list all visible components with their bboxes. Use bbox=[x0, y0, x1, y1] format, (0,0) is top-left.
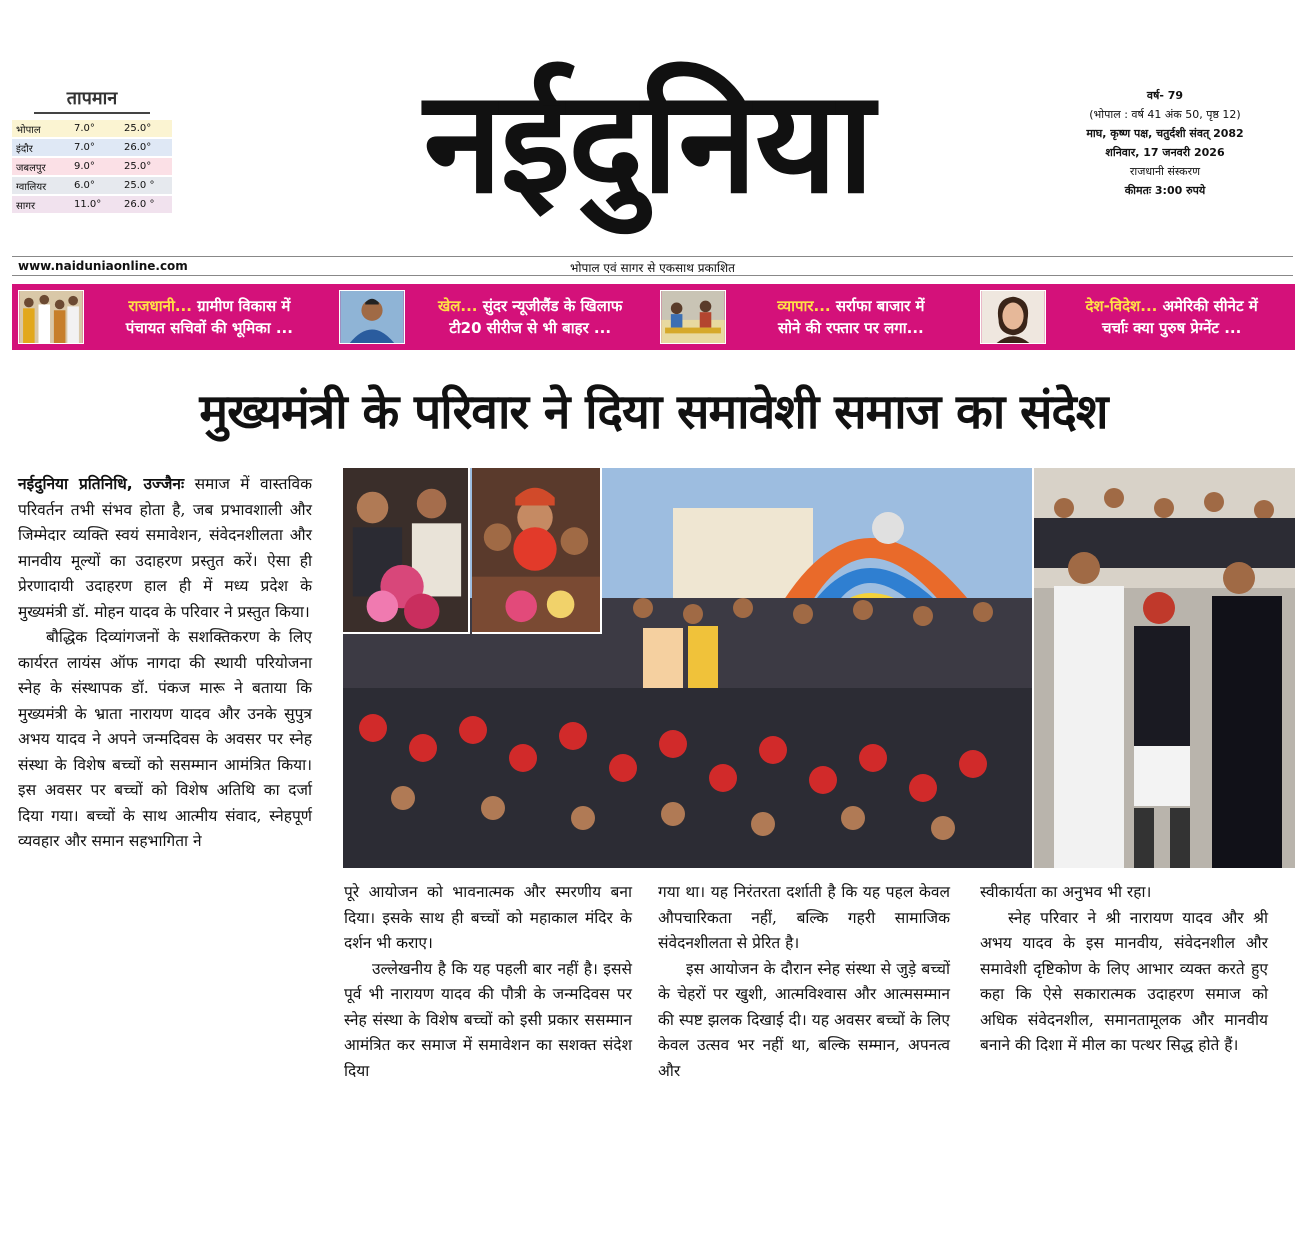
teaser-item[interactable] bbox=[12, 284, 333, 350]
temp-min: 11.0° bbox=[74, 199, 102, 210]
article-paragraph: उल्लेखनीय है कि यह पहली बार नहीं है। इससे पूर्व भी नारायण यादव की पौत्री के जन्मदिवस पर स्नेह संस्था के विशेष बच्चों को इसी प्रकार ससम्मान आमंत्रित कर समाज में समावेशन का सशक्त संदेश दिया bbox=[344, 959, 632, 1080]
photo-walking bbox=[1034, 468, 1295, 868]
teaser-text bbox=[734, 295, 969, 339]
article-paragraph bbox=[18, 472, 312, 625]
temperature-title: तापमान bbox=[34, 86, 150, 114]
teaser-thumbnail bbox=[660, 290, 726, 344]
article-paragraph: पूरे आयोजन को भावनात्मक और स्मरणीय बना दिया। इसके साथ ही बच्चों को महाकाल मंदिर के दर्शन भी कराए। bbox=[344, 883, 632, 952]
temp-max: 25.0° bbox=[124, 123, 152, 134]
article-column-1 bbox=[18, 472, 312, 855]
teaser-keyword: देश-विदेश... bbox=[1085, 297, 1158, 315]
temp-city: सागर bbox=[16, 200, 36, 212]
teaser-text bbox=[1054, 295, 1289, 339]
photo-garland-3 bbox=[343, 468, 470, 634]
website-link[interactable]: www.naiduniaonline.com bbox=[18, 259, 188, 273]
teaser-item[interactable] bbox=[974, 284, 1295, 350]
teaser-item[interactable] bbox=[654, 284, 975, 350]
article-byline: नईदुनिया प्रतिनिधि, उज्जैनः bbox=[18, 475, 185, 493]
temp-city: भोपाल bbox=[16, 124, 41, 136]
teaser-thumbnail bbox=[980, 290, 1046, 344]
temp-city: ग्वालियर bbox=[16, 181, 47, 193]
article-column-2 bbox=[344, 880, 632, 1084]
temperature-row bbox=[12, 196, 172, 213]
article-text: समाज में वास्तविक परिवर्तन तभी संभव होता है, जब प्रभावशाली और जिम्मेदार व्यक्ति स्वयं समावेशन, संवेदनशीलता और मानवीय मूल्यों का उदाहरण प्रस्तुत करें। ऐसा ही प्रेरणादायी उदाहरण हाल ही में मध्य प्रदेश के मुख्यमंत्री डॉ. मोहन यादव के परिवार ने प्रस्तुत किया। bbox=[18, 475, 312, 621]
temp-min: 7.0° bbox=[74, 142, 95, 153]
teaser-thumbnail bbox=[339, 290, 405, 344]
article-paragraph: इस आयोजन के दौरान स्नेह संस्था से जुड़े बच्चों के चेहरों पर खुशी, आत्मविश्वास और आत्मसम्मान की स्पष्ट झलक दिखाई दी। यह अवसर बच्चों के लिए केवल उत्सव भर नहीं था, बल्कि सम्मान, अपनत्व और bbox=[658, 959, 950, 1080]
temp-max: 25.0° bbox=[124, 161, 152, 172]
temp-max: 26.0° bbox=[124, 142, 152, 153]
temp-max: 25.0 ° bbox=[124, 180, 155, 191]
temp-city: जबलपुर bbox=[16, 162, 46, 174]
teaser-line1: अमेरिकी सीनेट में bbox=[1157, 297, 1258, 315]
temperature-box bbox=[12, 86, 172, 215]
edition-hindu-date: माघ, कृष्ण पक्ष, चतुर्दशी संवत् 2082 bbox=[1086, 127, 1244, 140]
teaser-keyword: राजधानी... bbox=[128, 297, 192, 315]
edition-date: शनिवार, 17 जनवरी 2026 bbox=[1105, 146, 1225, 159]
temp-min: 6.0° bbox=[74, 180, 95, 191]
teaser-thumbnail bbox=[18, 290, 84, 344]
newspaper-logo[interactable] bbox=[218, 58, 1078, 248]
article-paragraph: स्वीकार्यता का अनुभव भी रहा। bbox=[980, 883, 1152, 901]
edition-year: वर्ष- 79 bbox=[1146, 89, 1184, 102]
teaser-item[interactable] bbox=[333, 284, 654, 350]
teaser-line2: चर्चाः क्या पुरुष प्रेग्नेंट ... bbox=[1101, 319, 1242, 337]
teaser-text bbox=[413, 295, 648, 339]
temp-min: 7.0° bbox=[74, 123, 95, 134]
article-column-4 bbox=[980, 880, 1268, 1059]
teaser-line2: टी20 सीरीज से भी बाहर ... bbox=[449, 319, 612, 337]
temp-max: 26.0 ° bbox=[124, 199, 155, 210]
article-headline: मुख्यमंत्री के परिवार ने दिया समावेशी समाज का संदेश bbox=[199, 384, 1108, 440]
masthead-strip bbox=[12, 256, 1293, 276]
teaser-line2: पंचायत सचिवों की भूमिका ... bbox=[125, 319, 293, 337]
teaser-line1: सर्राफा बाजार में bbox=[830, 297, 925, 315]
teaser-line2: सोने की रफ्तार पर लगा... bbox=[778, 319, 924, 337]
temperature-row bbox=[12, 139, 172, 156]
temperature-row bbox=[12, 158, 172, 175]
published-from: भोपाल एवं सागर से एकसाथ प्रकाशित bbox=[570, 261, 735, 275]
temp-city: इंदौर bbox=[16, 143, 33, 155]
edition-sub: (भोपाल : वर्ष 41 अंक 50, पृष्ठ 12) bbox=[1089, 108, 1241, 121]
teaser-keyword: व्यापार... bbox=[777, 297, 831, 315]
teaser-text bbox=[92, 295, 327, 339]
teaser-line1: ग्रामीण विकास में bbox=[191, 297, 291, 315]
edition-info bbox=[1065, 86, 1265, 200]
edition-price: कीमतः 3:00 रुपये bbox=[1124, 184, 1206, 197]
photo-garland-4 bbox=[472, 468, 602, 634]
article-paragraph: स्नेह परिवार ने श्री नारायण यादव और श्री अभय यादव के इस मानवीय, संवेदनशील और समावेशी दृष्टिकोण के लिए आभार व्यक्त करते हुए कहा कि ऐसे सकारात्मक उदाहरण समाज को अधिक संवेदनशील, समानतामूलक और मानवीय बनाने की दिशा में मील का पत्थर सिद्ध होते हैं। bbox=[980, 908, 1268, 1054]
temperature-row bbox=[12, 177, 172, 194]
logo-text: नईदुनिया bbox=[423, 60, 873, 225]
article-paragraph: बौद्धिक दिव्यांगजनों के सशक्तिकरण के लिए कार्यरत लायंस ऑफ नागदा की स्थायी परियोजना स्नेह के संस्थापक डॉ. पंकज मारू ने बताया कि मुख्यमंत्री के भ्राता नारायण यादव और उनके सुपुत्र अभय यादव ने अपने जन्मदिवस के अवसर पर स्नेह संस्था के विशेष बच्चों को ससम्मान आमंत्रित किया। इस अवसर पर बच्चों को विशेष अतिथि का दर्जा दिया गया। बच्चों के साथ आत्मीय संवाद, स्नेहपूर्ण व्यवहार और समान सहभागिता ने bbox=[18, 628, 312, 850]
temperature-row bbox=[12, 120, 172, 137]
temp-min: 9.0° bbox=[74, 161, 95, 172]
teaser-bar bbox=[12, 284, 1295, 350]
edition-name: राजधानी संस्करण bbox=[1129, 165, 1201, 178]
teaser-line1: सुंदर न्यूजीलैंड के खिलाफ bbox=[477, 297, 623, 315]
article-paragraph: गया था। यह निरंतरता दर्शाती है कि यह पहल केवल औपचारिकता नहीं, बल्कि गहरी सामाजिक संवेदनशीलता से प्रेरित है। bbox=[658, 883, 950, 952]
teaser-keyword: खेल... bbox=[437, 297, 478, 315]
article-column-3 bbox=[658, 880, 950, 1084]
